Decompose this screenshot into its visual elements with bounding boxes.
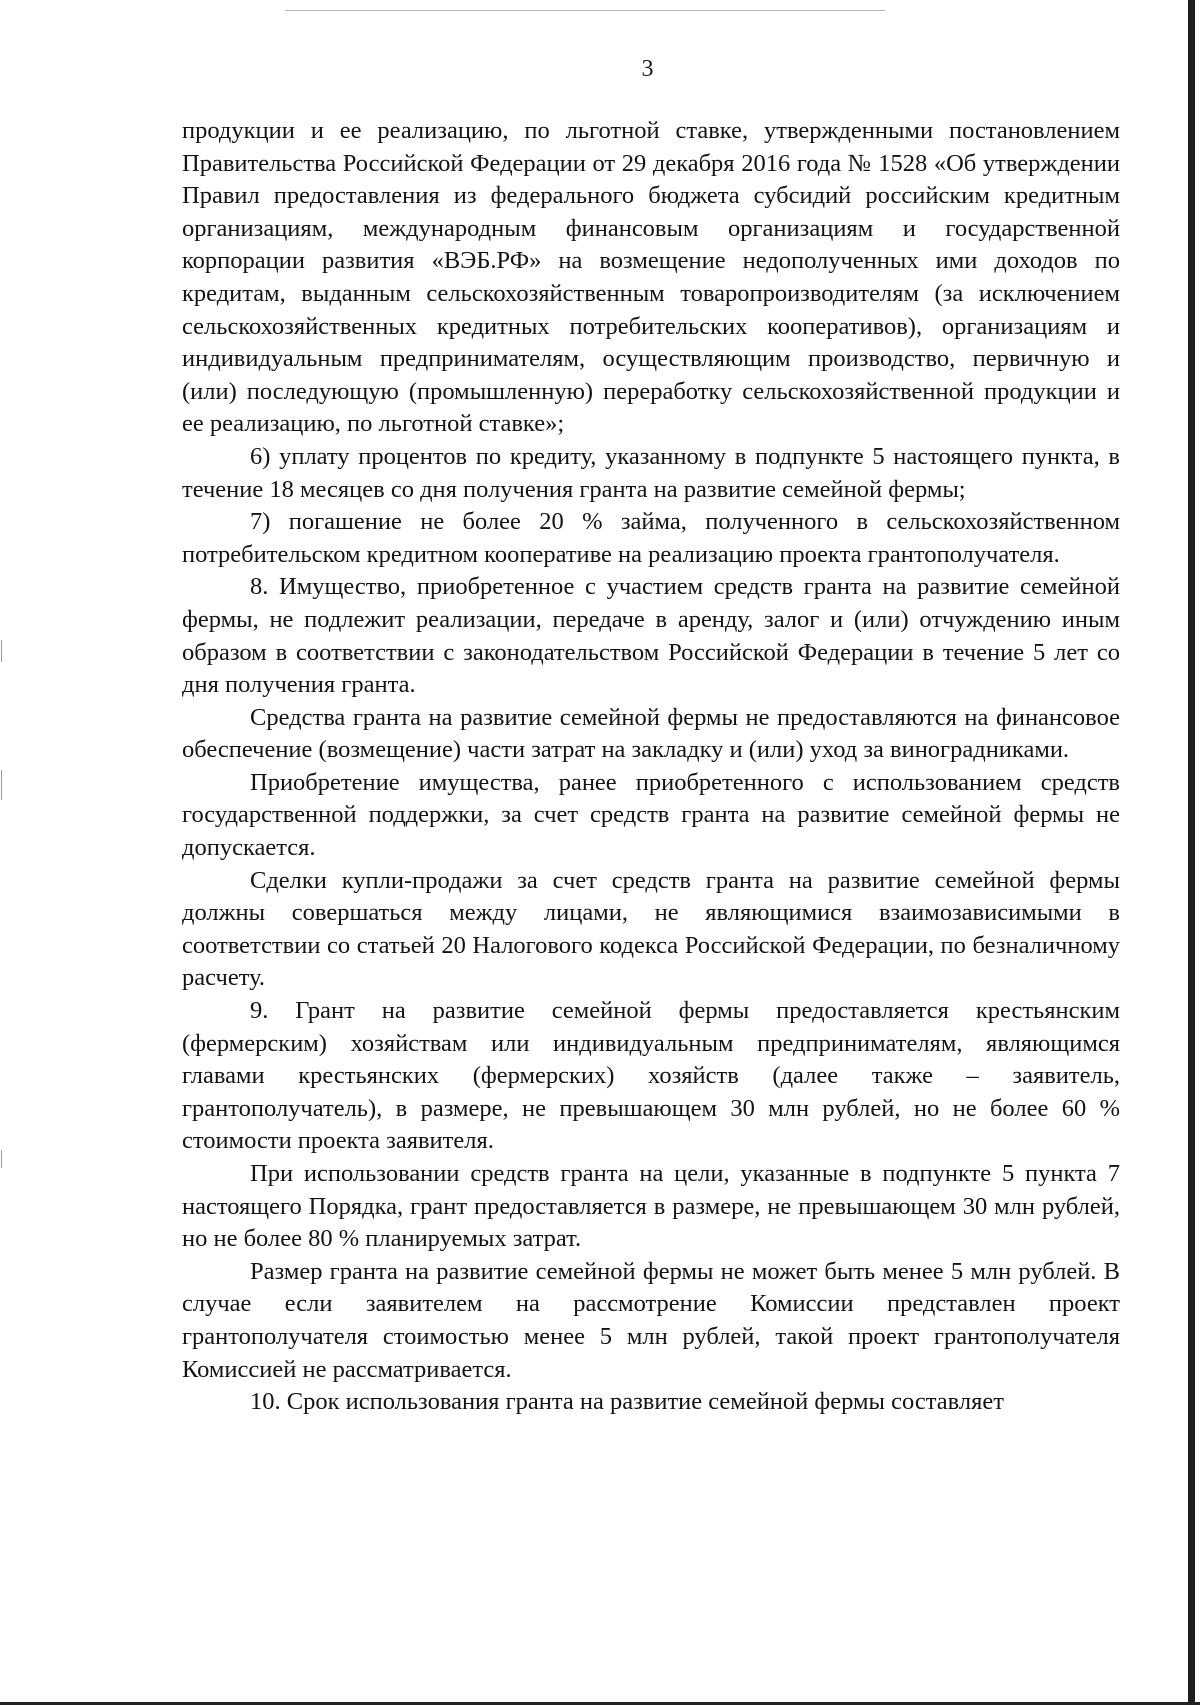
paragraph-clause-9: 9. Грант на развитие семейной фермы предоставляется крестьянским (фермерским) хозяйствам или индивидуальным предпринимателям, являющимся главами крестьянских (фермерских) хозяйств (далее также – заявитель, грантополучатель), в размере, не превышающем 30 млн рублей, но не более 60 % стоимости проекта заявителя. [182,997,1120,1155]
document-body [182,115,1120,1419]
page-number: 3 [641,56,654,82]
paragraph-grant-usage: При использовании средств гранта на цели, указанные в подпункте 5 пункта 7 настоящего Порядка, грант предоставляется в размере, не превышающем 30 млн рублей, но не более 80 % планируемых затрат. [182,1160,1120,1253]
paragraph-clause-8: 8. Имущество, приобретенное с участием средств гранта на развитие семейной фермы, не подлежит реализации, передаче в аренду, залог и (или) отчуждению иным образом в соответствии с законодательством Российской Федерации в течение 5 лет со дня получения гранта. [182,573,1120,699]
paragraph-item-6: 6) уплату процентов по кредиту, указанному в подпункте 5 настоящего пункта, в течение 18 месяцев со дня получения гранта на развитие семейной фермы; [182,442,1120,503]
paragraph-sale-deals: Сделки купли-продажи за счет средств гранта на развитие семейной фермы должны совершаться между лицами, не являющимися взаимозависимыми в соответствии со статьей 20 Налогового кодекса Российской Федерации, по безналичному расчету. [182,866,1120,992]
paragraph-grant-minimum: Размер гранта на развитие семейной фермы не может быть менее 5 млн рублей. В случае если заявителем на рассмотрение Комиссии представлен проект грантополучателя стоимостью менее 5 млн рублей, такой проект грантополучателя Комиссией не рассматривается. [182,1257,1120,1383]
scan-right-edge [1188,0,1195,1705]
scan-top-border [285,10,885,11]
scan-left-mark [1,770,2,800]
paragraph-continuation: продукции и ее реализацию, по льготной ставке, утвержденными постановлением Правительства Российской Федерации от 29 декабря 2016 года № 1528 «Об утверждении Правил предоставления из федерального бюджета субсидий российским кредитным организациям, международным финансовым организациям и государственной корпорации развития «ВЭБ.РФ» на возмещение недополученных ими доходов по кредитам, выданным сельскохозяйственным товаропроизводителям (за исключением сельскохозяйственных кредитных потребительских кооперативов), организациям и индивидуальным предпринимателям, осуществляющим производство, первичную и (или) последующую (промышленную) переработку сельскохозяйственной продукции и ее реализацию, по льготной ставке»; [182,117,1120,438]
paragraph-clause-10: 10. Срок использования гранта на развитие семейной фермы составляет [250,1388,1004,1416]
paragraph-property-acquisition: Приобретение имущества, ранее приобретенного с использованием средств государственной поддержки, за счет средств гранта на развитие семейной фермы не допускается. [182,768,1120,862]
scan-left-mark [1,640,2,662]
scan-left-mark [1,1150,2,1168]
paragraph-vineyards: Средства гранта на развитие семейной фермы не предоставляются на финансовое обеспечение (возмещение) части затрат на закладку и (или) уход за виноградниками. [182,703,1120,764]
paragraph-item-7: 7) погашение не более 20 % займа, полученного в сельскохозяйственном потребительском кредитном кооперативе на реализацию проекта грантополучателя. [182,508,1120,568]
